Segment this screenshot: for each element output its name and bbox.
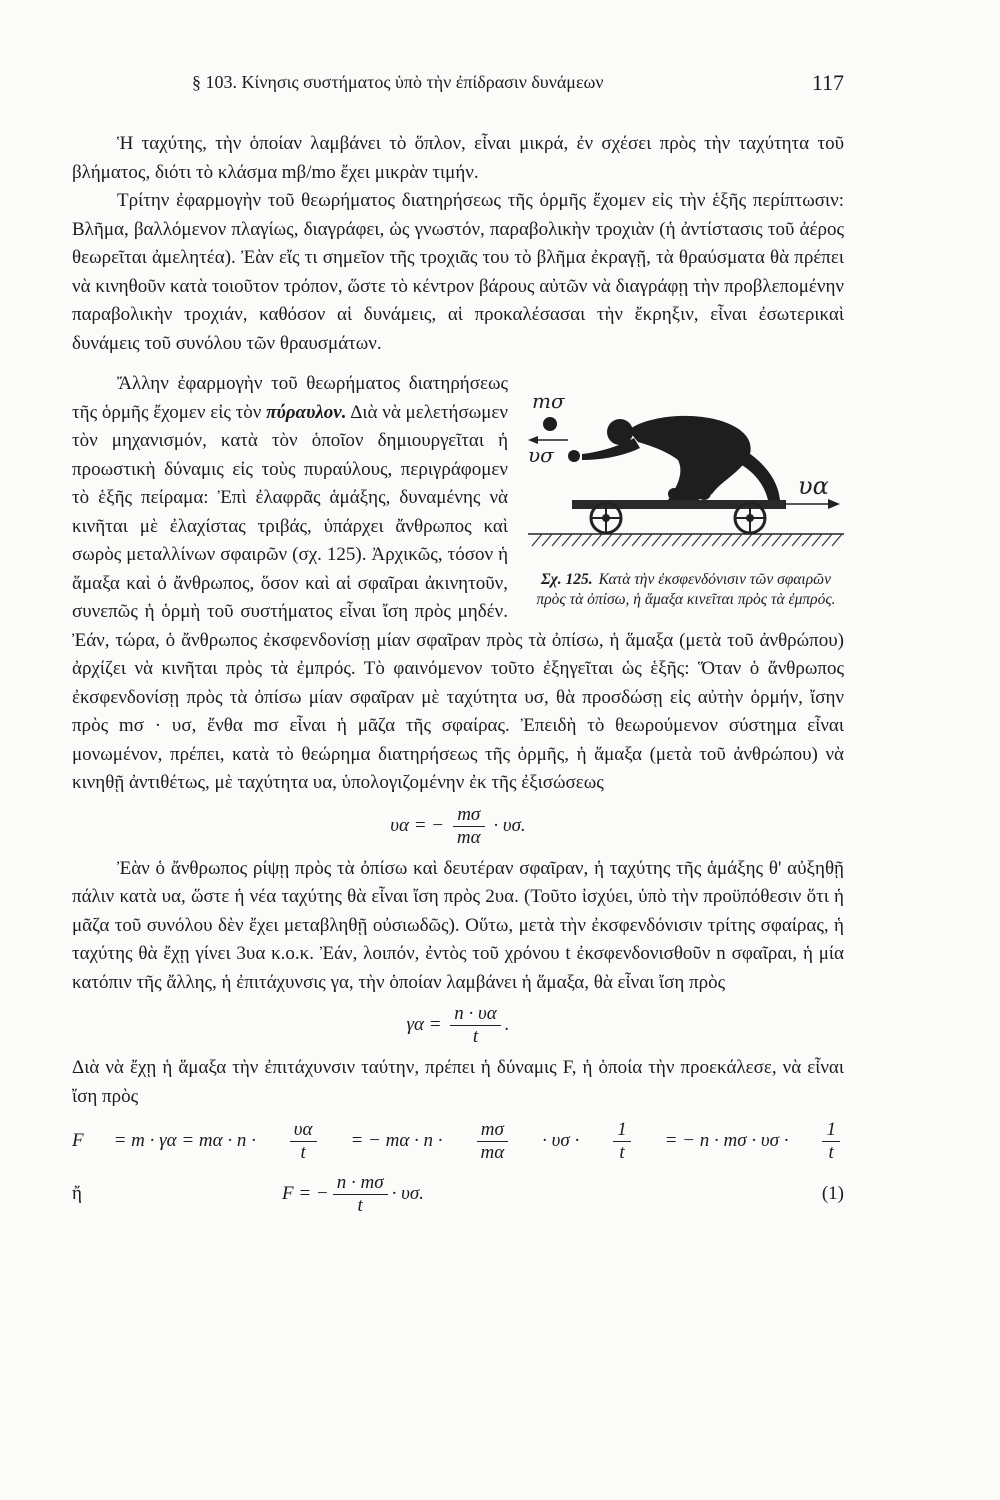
eq3-f4-num: 1 [822, 1119, 840, 1142]
rocket-term: πύραυλον. [266, 401, 347, 423]
equation-force-final [72, 1172, 844, 1217]
eq3-part-c: = − mα · n · [350, 1130, 443, 1152]
eq2-rhs: . [504, 1013, 510, 1035]
eq4-fraction [333, 1172, 388, 1217]
eq4-numerator: n · mσ [333, 1172, 388, 1195]
eq3-f1-den: t [300, 1142, 306, 1163]
cart-velocity-arrow [784, 499, 840, 509]
figure-125 [528, 376, 844, 610]
equation-number: (1) [821, 1183, 844, 1205]
eq2-fraction [450, 1003, 500, 1048]
ground-hatching [528, 534, 844, 546]
eq3-f: F [72, 1130, 84, 1152]
ball-velocity-label: υσ [528, 443, 554, 467]
eq1-lhs: υα = − [390, 814, 445, 836]
eq2-numerator: n · υα [450, 1003, 500, 1026]
paragraph-4: Ἐὰν ὁ ἄνθρωπος ρίψῃ πρὸς τὰ ὀπίσω καὶ δευτέραν σφαῖραν, ἡ ταχύτης τῆς ἁμάξης θ' αὐξηθῇ πάλιν κατὰ υα, ὥστε ἡ νέα ταχύτης θὰ εἶναι ἴση πρὸς 2υα. (Τοῦτο ἰσχύει, ὑπὸ τὴν προϋπόθεσιν ὅτι ἡ μᾶζα τοῦ συνόλου δὲν ἔχει μεταβληθῇ οὐσιωδῶς). Οὕτω, μετὰ τὴν ἐκσφενδόνισιν τρίτης σφαίρας, ἡ ταχύτης θὰ ἔχῃ γίνει 3υα κ.ο.κ. Ἐάν, λοιπόν, ἐντὸς τοῦ χρόνου t ἐκσφενδονισθοῦν n σφαῖραι, ἡ μία κατόπιν τῆς ἄλλης, ἡ ἐπιτάχυνσις γα, τὴν ὁποίαν λαμβάνει ἡ ἅμαξα, θὰ εἶναι ἴση πρὸς [72, 857, 844, 993]
figure-caption [528, 570, 844, 610]
cart-wheel [591, 503, 621, 533]
eq1-fraction [453, 804, 485, 849]
eq3-f1-num: υα [290, 1119, 317, 1142]
mass-label: mσ [532, 389, 565, 413]
eq3-part-d: · υσ · [542, 1130, 580, 1152]
eq3-part-b: = m · γα = mα · n · [113, 1130, 256, 1152]
eq2-denominator: t [472, 1026, 479, 1047]
eq1-numerator: mσ [453, 804, 485, 827]
eq3-f3-den: t [619, 1142, 625, 1163]
equation-cart-velocity [72, 804, 844, 849]
figure-caption-text: Κατὰ τὴν ἐκσφενδόνισιν τῶν σφαιρῶν πρὸς τὰ ὀπίσω, ἡ ἅμαξα κινεῖται πρὸς τὰ ἐμπρός. [536, 571, 836, 608]
cart-velocity-label: υα [798, 472, 829, 500]
eq3-f4-den: t [828, 1142, 834, 1163]
eq3-fraction-2 [477, 1119, 509, 1164]
eq4-denominator: t [357, 1195, 363, 1216]
eq1-rhs: · υσ. [493, 814, 526, 836]
eq2-lhs: γα = [406, 1013, 442, 1035]
page-body [72, 130, 844, 1225]
eq3-fraction-4 [822, 1119, 840, 1164]
paragraph-3-rest: Διὰ νὰ μελετήσωμεν τὸν μηχανισμόν, κατὰ τὸν ὁποῖον δημιουργεῖται ἡ προωστικὴ δύναμις εἰς τοὺς πυραύλους, περιγράφομεν τὸ ἑξῆς πείραμα: Ἐπὶ ἐλαφρᾶς ἁμάξης, δυναμένης νὰ κινῆται μὲ ἐλαχίστας τριβάς, ὑπάρχει ἄνθρωπος καὶ σωρὸς μεταλλίνων σφαιρῶν (σχ. 125). Ἀρχικῶς, τόσον ἡ ἅμαξα καὶ ὁ ἄνθρωπος, ὅσον καὶ αἱ σφαῖραι ἀκινητοῦν, συνεπῶς ἡ ὁρμὴ τοῦ συστήματος εἶναι ἴση πρὸς μηδέν. Ἐάν, τώρα, ὁ ἄνθρωπος ἐκσφενδονίσῃ μίαν σφαῖραν πρὸς τὰ ὀπίσω, ἡ ἅμαξα (μετὰ τοῦ ἀνθρώπου) ἀρχίζει νὰ κινῆται πρὸς τὰ ἐμπρός. Τὸ φαινόμενον τοῦτο ἐξηγεῖται ὡς ἑξῆς: Ὅταν ὁ ἄνθρωπος ἐκσφενδονίσῃ πρὸς τὰ ὀπίσω μίαν σφαῖραν μὲ ταχύτητα υσ, θὰ προσδώσῃ εἰς αὐτὴν ὁρμήν, ἴσην πρὸς mσ · υσ, ἔνθα mσ εἶναι ἡ μᾶζα τῆς σφαίρας. Ἐπειδὴ τὸ θεωρούμενον σύστημα εἶναι μονωμένον, πρέπει, κατὰ τὸ θεώρημα διατηρήσεως τῆς ὁρμῆς, ἡ ἅμαξα (μετὰ τοῦ ἀνθρώπου) νὰ κινηθῇ ἀντιθέτως, μὲ ταχύτητα υα, ὑπολογιζομένην ἐκ τῆς ἐξισώσεως [72, 401, 844, 793]
running-title: § 103. Κίνησις συστήματος ὑπὸ τὴν ἐπίδρασιν δυνάμεων [192, 72, 604, 92]
paragraph-1: Ἡ ταχύτης, τὴν ὁποίαν λαμβάνει τὸ ὅπλον, εἶναι μικρά, ἐν σχέσει πρὸς τὴν ταχύτητα τοῦ βλήματος, διότι τὸ κλάσμα mβ/mο ἔχει μικρὰν τιμήν. [72, 133, 844, 183]
figure-number: Σχ. 125. [540, 571, 593, 588]
page-header [72, 72, 844, 102]
eq4-or: ἤ [72, 1183, 82, 1205]
eq3-fraction-3 [613, 1119, 631, 1164]
page-number: 117 [811, 70, 844, 95]
paragraph-5: Διὰ νὰ ἔχῃ ἡ ἅμαξα τὴν ἐπιτάχυνσιν ταύτην, πρέπει ἡ δύναμις F, ἡ ὁποία τὴν προεκάλεσε, νὰ εἶναι ἴση πρὸς [72, 1057, 844, 1107]
rocket-cart-illustration [528, 376, 844, 566]
cart-wheel [735, 503, 765, 533]
eq3-fraction-1 [290, 1119, 317, 1164]
eq4-lhs: F = − [282, 1183, 329, 1205]
eq3-f2-den: mα [480, 1142, 505, 1163]
eq3-part-e: = − n · mσ · υσ · [664, 1130, 789, 1152]
eq1-denominator: mα [456, 826, 481, 848]
eq3-f3-num: 1 [613, 1119, 631, 1142]
eq4-rhs: · υσ. [391, 1183, 424, 1205]
paragraph-2: Τρίτην ἐφαρμογὴν τοῦ θεωρήματος διατηρήσεως τῆς ὁρμῆς ἔχομεν εἰς τὴν ἑξῆς περίπτωσιν: Βλῆμα, βαλλόμενον πλαγίως, διαγράφει, ὡς γνωστόν, παραβολικὴν τροχιὰν (ἡ ἀντίστασις τοῦ ἀέρος θεωρεῖται ἀμελητέα). Ἐὰν εἴς τι σημεῖον τῆς τροχιᾶς του τὸ βλῆμα ἐκραγῇ, τὰ θραύσματα θὰ πρέπει νὰ κινηθοῦν κατὰ τοιοῦτον τρόπον, ὥστε τὸ κέντρον βάρους αὐτῶν νὰ διαγράφῃ τὴν προβλεπομένην παραβολικὴν τροχιάν, καθόσον αἱ δυνάμεις, αἱ προκαλέσασαι τὴν ἔκρηξιν, εἶναι ἐσωτερικαὶ δυνάμεις τοῦ συνόλου τῶν θραυσμάτων. [72, 190, 844, 354]
eq3-f2-num: mσ [477, 1119, 509, 1142]
person-silhouette [582, 416, 780, 500]
equation-acceleration [72, 1003, 844, 1048]
thrown-ball [543, 417, 557, 431]
paragraph-3-start: Ἄλλην ἐφαρμογὴν τοῦ θεωρήματος διατηρήσεως τῆς ὁρμῆς ἔχομεν εἰς τὸν [72, 373, 508, 423]
equation-force-derivation [72, 1119, 844, 1164]
